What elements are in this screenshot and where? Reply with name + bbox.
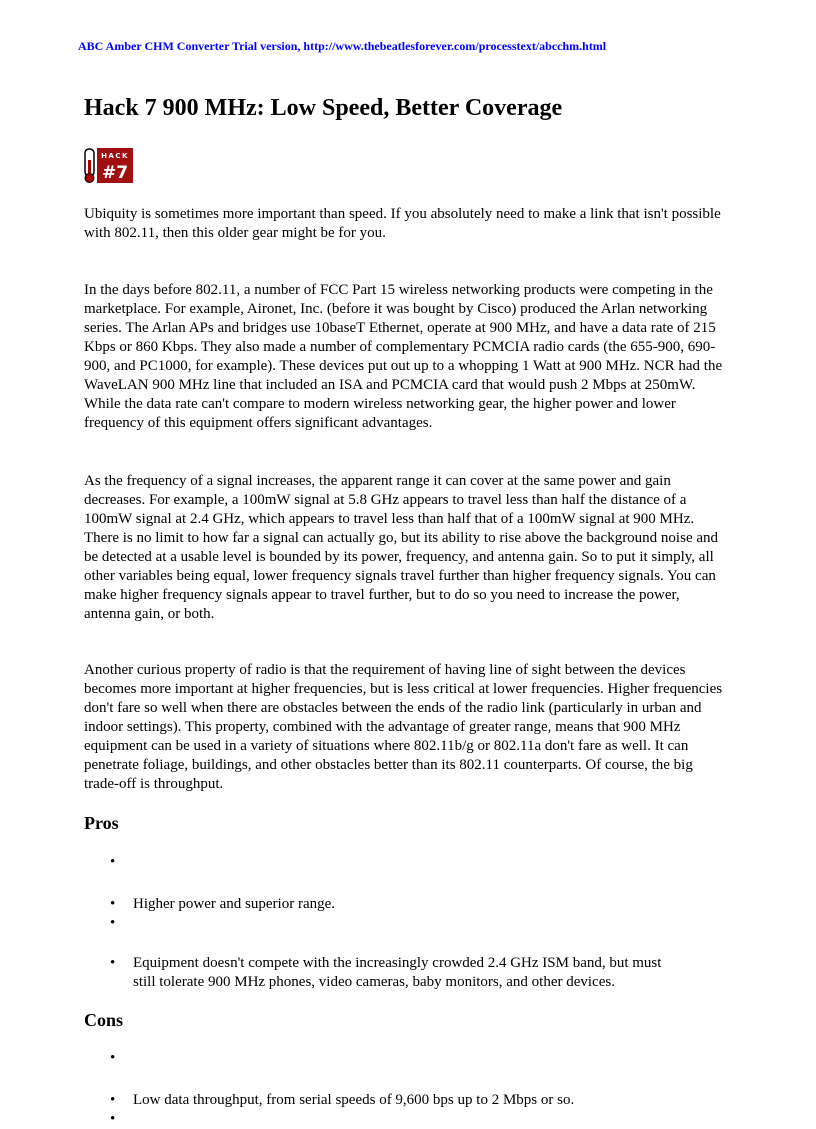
pros-heading: Pros bbox=[84, 813, 119, 833]
line-of-sight-paragraph: Another curious property of radio is that the requirement of having line of sight between the devices becomes more important at higher frequencies, but is less critical at lower frequencies. Higher frequencies don't fare so well when there are obstacles between the ends of the radio link (particularly in urban and indoor settings). This property, combined with the advantage of greater range, means that 900 MHz equipment can be used in a variety of situations where 802.11b/g or 802.11a don't fare as well. It can penetrate foliage, buildings, and other obstacles better than its 802.11 counterparts. Of course, the big trade-off is throughput. bbox=[84, 662, 723, 792]
frequency-paragraph: As the frequency of a signal increases, the apparent range it can cover at the same power and gain decreases. For example, a 100mW signal at 5.8 GHz appears to travel less than half the distance of a 100mW signal at 2.4 GHz, which appears to travel less than half that of a 100mW signal at 900 MHz. There is no limit to how far a signal can actually go, but its ability to rise above the background noise and be detected at a usable level is bounded by its power, frequency, and antenna gain. So to put it simply, all other variables being equal, lower frequency signals travel further than higher frequency signals. You can make higher frequency signals appear to travel further, but to do so you need to increase the power, antenna gain, or both. bbox=[84, 473, 719, 622]
history-paragraph: In the days before 802.11, a number of FCC Part 15 wireless networking products were competing in the marketplace. For example, Aironet, Inc. (before it was bought by Cisco) produced the Arlan networking series. The Arlan APs and bridges use 10baseT Ethernet, operate at 900 MHz, and have a data rate of 215 Kbps or 860 Kbps. They also made a number of complementary PCMCIA radio cards (the 655-900, 690-900, and PC1000, for example). These devices put out up to a whopping 1 Watt at 900 MHz. NCR had the WaveLAN 900 MHz line that included an ISA and PCMCIA card that would push 2 Mbps at 250mW. While the data rate can't compare to modern wireless networking gear, the higher power and lower frequency of this equipment offers significant advantages. bbox=[84, 282, 723, 431]
cons-list bbox=[84, 1049, 684, 1129]
cons-heading: Cons bbox=[84, 1010, 124, 1030]
list-item bbox=[84, 1049, 684, 1068]
hack-thermometer-icon bbox=[84, 148, 134, 183]
pros-list bbox=[84, 853, 684, 992]
list-item: • Equipment doesn't compete with the increasingly crowded 2.4 GHz ISM band, but must still tolerate 900 MHz phones, video cameras, baby monitors, and other devices. bbox=[84, 954, 684, 992]
list-item bbox=[84, 1110, 684, 1129]
page-title: Hack 7 900 MHz: Low Speed, Better Coverage bbox=[84, 95, 563, 121]
svg-text:HACK: HACK bbox=[101, 152, 129, 160]
list-item: • Low data throughput, from serial speeds of 9,600 bps up to 2 Mbps or so. bbox=[84, 1091, 684, 1110]
list-item bbox=[84, 914, 684, 933]
svg-text:#7: #7 bbox=[101, 163, 129, 183]
list-item bbox=[84, 853, 684, 872]
converter-banner-link[interactable]: ABC Amber CHM Converter Trial version, http://www.thebeatlesforever.com/processtext/abcchm.html bbox=[78, 39, 607, 53]
list-item: • Higher power and superior range. bbox=[84, 895, 684, 914]
intro-paragraph: Ubiquity is sometimes more important than speed. If you absolutely need to make a link that isn't possible with 802.11, then this older gear might be for you. bbox=[84, 206, 721, 241]
